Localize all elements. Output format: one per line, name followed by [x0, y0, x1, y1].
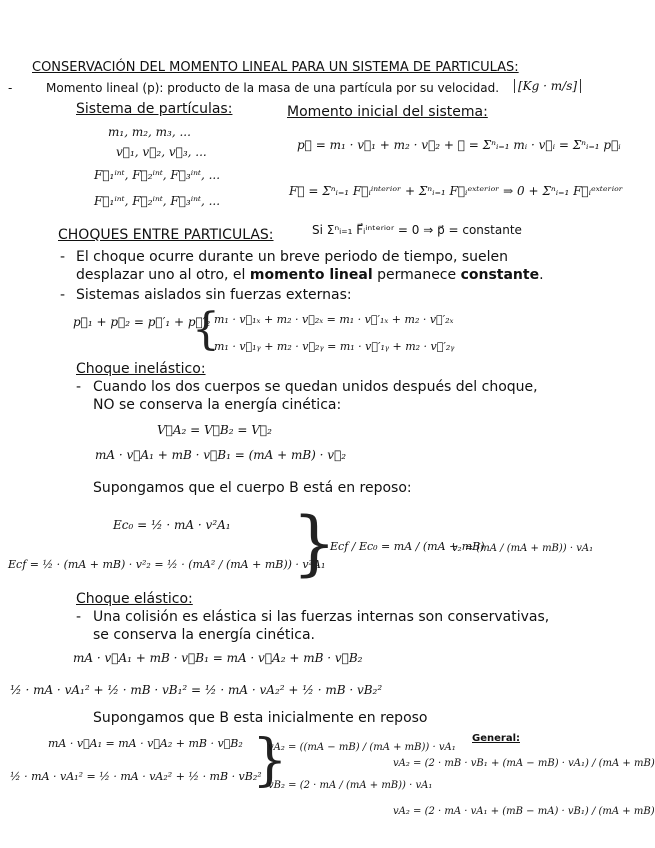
choques-text-2: desplazar uno al otro, el momento lineal permanece constante. — [76, 267, 544, 283]
bullet: - — [8, 81, 13, 95]
page-title: CONSERVACIÓN DEL MOMENTO LINEAL PARA UN SISTEMA DE PARTICULAS: — [32, 60, 519, 75]
inelastic-text-1: Cuando los dos cuerpos se quedan unidos después del choque, — [93, 379, 538, 395]
force-eq: F⃗ = Σⁿᵢ₌₁ F⃗ᵢⁱⁿᵗᵉʳⁱᵒʳ + Σⁿᵢ₌₁ F⃗ᵢᵉˣᵗᵉʳⁱᵒʳ ⇒ 0 + Σⁿᵢ₌₁ F⃗ᵢᵉˣᵗᵉʳⁱᵒʳ — [289, 184, 623, 198]
velocities: v⃗₁, v⃗₂, v⃗₃, ... — [116, 145, 207, 159]
general-vb2: vA₂ = (2 · mA · vA₁ + (mB − mA) · vB₁) / (mA + mB) — [393, 806, 655, 817]
intro-text: Momento lineal (p): producto de la masa de una partícula por su velocidad. — [46, 81, 500, 95]
forces-int-2: F⃗₁ⁱⁿᵗ, F⃗₂ⁱⁿᵗ, F⃗₃ⁱⁿᵗ, ... — [94, 194, 221, 208]
brace: } — [292, 502, 337, 584]
elastic-rest: Supongamos que B esta inicialmente en reposo — [93, 710, 428, 726]
inelastic-rest: Supongamos que el cuerpo B está en reposo: — [93, 480, 412, 496]
isolated-text: Sistemas aislados sin fuerzas externas: — [76, 287, 352, 303]
bullet: - — [60, 249, 66, 265]
momentum-conservation-eq: p⃗₁ + p⃗₂ = p⃗′₁ + p⃗′₂ — [73, 315, 211, 329]
inelastic-momentum-eq: mA · v⃗A₁ + mB · v⃗B₁ = (mA + mB) · v⃗₂ — [95, 448, 347, 462]
vb2-solution: vB₂ = (2 · mA / (mA + mB)) · vA₁ — [268, 780, 433, 791]
eq-y: m₁ · v⃗₁ᵧ + m₂ · v⃗₂ᵧ = m₁ · v⃗′₁ᵧ + m₂ · v⃗′₂ᵧ — [214, 340, 455, 353]
masses: m₁, m₂, m₃, ... — [108, 125, 191, 139]
choques-text-1: El choque ocurre durante un breve periodo de tiempo, suelen — [76, 249, 509, 265]
conservation-condition: Si Σⁿᵢ₌₁ F⃗ᵢⁱⁿᵗᵉʳⁱᵒʳ = 0 ⇒ p⃗ = constante — [312, 223, 522, 237]
units: [Kg · m/s] — [514, 79, 581, 93]
bullet: - — [60, 287, 66, 303]
forces-int: F⃗₁ⁱⁿᵗ, F⃗₂ⁱⁿᵗ, F⃗₃ⁱⁿᵗ, ... — [94, 168, 221, 182]
general-heading: General: — [472, 733, 520, 744]
rest-energy-eq: ½ · mA · vA₁² = ½ · mA · vA₂² + ½ · mB · vB₂² — [10, 770, 262, 783]
general-va2: vA₂ = (2 · mB · vB₁ + (mA − mB) · vA₁) / (mA + mB) — [393, 758, 655, 769]
va2-solution: vA₂ = ((mA − mB) / (mA + mB)) · vA₁ — [268, 742, 456, 753]
eq-x: m₁ · v⃗₁ₓ + m₂ · v⃗₂ₓ = m₁ · v⃗′₁ₓ + m₂ · v⃗′₂ₓ — [214, 313, 454, 326]
inelastic-heading: Choque inelástico: — [76, 361, 206, 377]
elastic-heading: Choque elástico: — [76, 591, 193, 607]
v2-result: v₂ = (mA / (mA + mB)) · vA₁ — [452, 543, 594, 554]
initial-heading: Momento inicial del sistema: — [287, 104, 488, 120]
brace: { — [192, 304, 220, 355]
choques-heading: CHOQUES ENTRE PARTICULAS: — [58, 227, 274, 243]
bullet: - — [76, 609, 82, 625]
elastic-momentum-eq: mA · v⃗A₁ + mB · v⃗B₁ = mA · v⃗A₂ + mB · v⃗B₂ — [73, 651, 363, 665]
ecf-eq: Ecf = ½ · (mA + mB) · v²₂ = ½ · (mA² / (mA + mB)) · v²A₁ — [8, 558, 326, 571]
elastic-text-2: se conserva la energía cinética. — [93, 627, 315, 643]
brace: } — [252, 728, 288, 793]
elastic-energy-eq: ½ · mA · vA₁² + ½ · mB · vB₁² = ½ · mA · vA₂² + ½ · mB · vB₂² — [10, 683, 383, 697]
bullet: - — [76, 379, 82, 395]
inelastic-text-2: NO se conserva la energía cinética: — [93, 397, 342, 413]
common-velocity-eq: V⃗A₂ = V⃗B₂ = V⃗₂ — [157, 423, 272, 437]
ec0-eq: Ec₀ = ½ · mA · v²A₁ — [113, 518, 231, 532]
system-heading: Sistema de partículas: — [76, 101, 233, 117]
momentum-eq: p⃗ = m₁ · v⃗₁ + m₂ · v⃗₂ + ⋯ = Σⁿᵢ₌₁ mᵢ · v⃗ᵢ = Σⁿᵢ₌₁ p⃗ᵢ — [297, 138, 621, 152]
energy-ratio: Ecf / Ec₀ = mA / (mA + mB) — [330, 540, 485, 553]
elastic-text-1: Una colisión es elástica si las fuerzas internas son conservativas, — [93, 609, 550, 625]
rest-momentum-eq: mA · v⃗A₁ = mA · v⃗A₂ + mB · v⃗B₂ — [48, 737, 243, 750]
